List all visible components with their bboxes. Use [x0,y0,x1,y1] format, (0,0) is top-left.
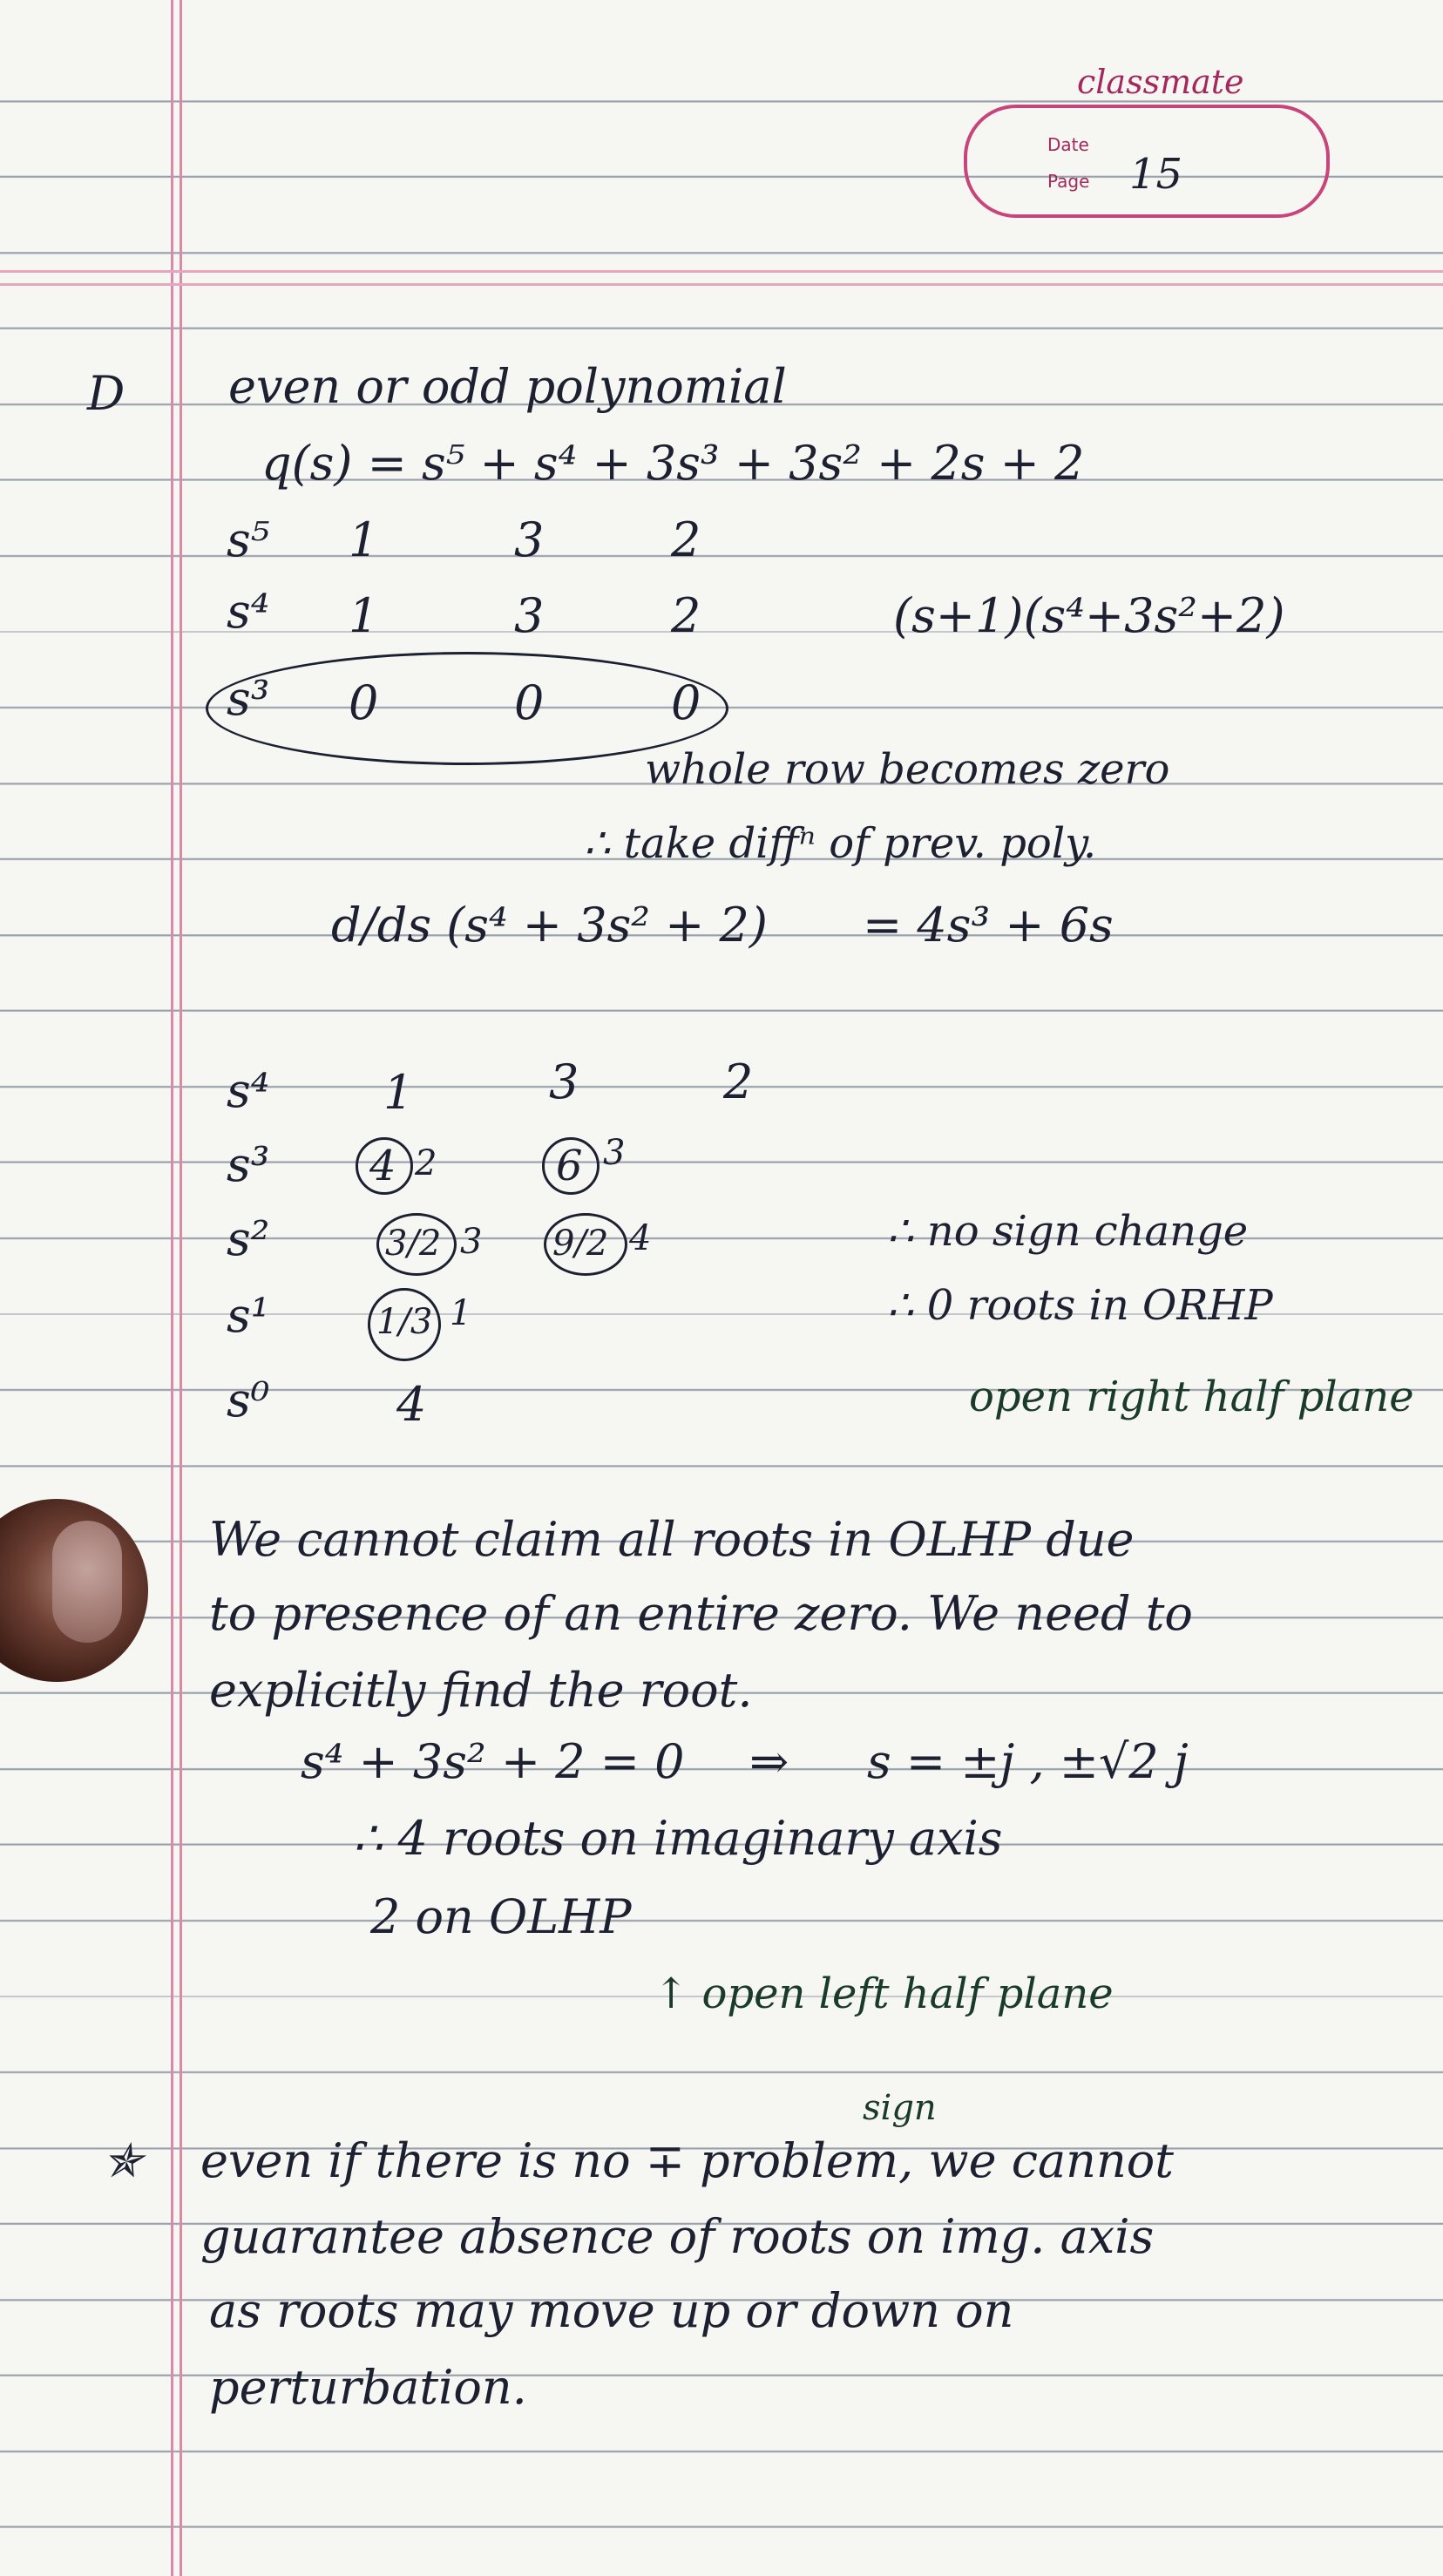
table2-cell: 4 [396,1377,427,1432]
table2-power: s¹ [227,1288,270,1343]
margin-line-right [180,0,182,2576]
paragraph-line: We cannot claim all roots in OLHP due [209,1512,1135,1567]
star-bullet: ✯ [103,2133,143,2188]
table2-cell: 3 [549,1054,579,1109]
table1-power: s⁵ [227,512,270,567]
table2-cell: 6 [556,1142,583,1190]
table2-cell: 2 [723,1054,754,1109]
header-rule-1 [0,270,1443,273]
roots-value: s = ±j , ±√2 j [867,1734,1189,1789]
header-rule-2 [0,283,1443,286]
polynomial-equation: q(s) = s⁵ + s⁴ + 3s³ + 3s² + 2s + 2 [261,436,1085,491]
table2-power: s² [227,1211,270,1266]
section-title: even or odd polynomial [228,359,787,414]
table2-cell: 1/3 [376,1302,433,1342]
derivative-rhs: = 4s³ + 6s [863,898,1114,952]
page-label: Page [1047,171,1090,192]
table2-cell: 1 [383,1065,414,1120]
table2-cell: 3/2 [385,1224,442,1264]
table1-cell: 0 [514,675,545,730]
table2-power: s⁴ [227,1063,270,1118]
derivative-lhs: d/ds (s⁴ + 3s² + 2) [331,898,768,952]
page-number: 15 [1129,150,1183,199]
table2-power: s³ [227,1137,270,1192]
factorization: (s+1)(s⁴+3s²+2) [893,588,1285,643]
table2-subscript: 1 [450,1293,472,1333]
paragraph-line: even if there is no ∓ problem, we cannot [200,2133,1174,2188]
table1-power: s⁴ [227,584,270,639]
table2-cell: 4 [369,1142,396,1190]
table1-cell: 1 [349,512,379,567]
paragraph-line: guarantee absence of roots on img. axis [200,2209,1155,2264]
table2-subscript: 4 [629,1218,652,1258]
note-no-sign-change: ∴ no sign change [887,1207,1249,1256]
thumbnail-photo [52,1521,122,1643]
inserted-word: sign [863,2088,937,2128]
note-no-rhp-roots: ∴ 0 roots in ORHP [887,1281,1273,1330]
table1-cell: 2 [671,512,701,567]
brand-logo: classmate [1077,63,1244,101]
table1-power: s³ [227,671,270,726]
paragraph-line: as roots may move up or down on [209,2283,1014,2338]
note-zero-row: whole row becomes zero [645,745,1170,794]
note-orhp-definition: open right half plane [969,1373,1414,1421]
table2-power: s⁰ [227,1373,270,1427]
paragraph-line: perturbation. [209,2360,527,2415]
roots-imag-axis: ∴ 4 roots on imaginary axis [353,1811,1003,1866]
table1-cell: 3 [514,512,545,567]
table1-cell: 0 [349,675,379,730]
table1-cell: 3 [514,588,545,643]
table2-cell: 9/2 [552,1224,609,1264]
table2-subscript: 2 [415,1143,437,1183]
roots-equation: s⁴ + 3s² + 2 = 0 [301,1734,685,1789]
roots-olhp: 2 on OLHP [370,1889,632,1944]
implies-arrow: ⇒ [749,1734,789,1789]
table2-subscript: 3 [603,1133,626,1173]
date-label: Date [1047,134,1089,155]
paragraph-line: explicitly find the root. [209,1663,753,1718]
table1-cell: 2 [671,588,701,643]
margin-line-left [171,0,173,2576]
date-page-stamp [964,105,1330,218]
table1-cell: 1 [349,588,379,643]
table1-cell: 0 [671,675,701,730]
paragraph-line: to presence of an entire zero. We need to [209,1586,1193,1641]
olhp-definition: ↑ open left half plane [654,1969,1114,2018]
note-take-derivative: ∴ take diffⁿ of prev. poly. [584,819,1097,868]
table2-subscript: 3 [460,1222,483,1262]
bullet-section1: D [87,366,125,421]
